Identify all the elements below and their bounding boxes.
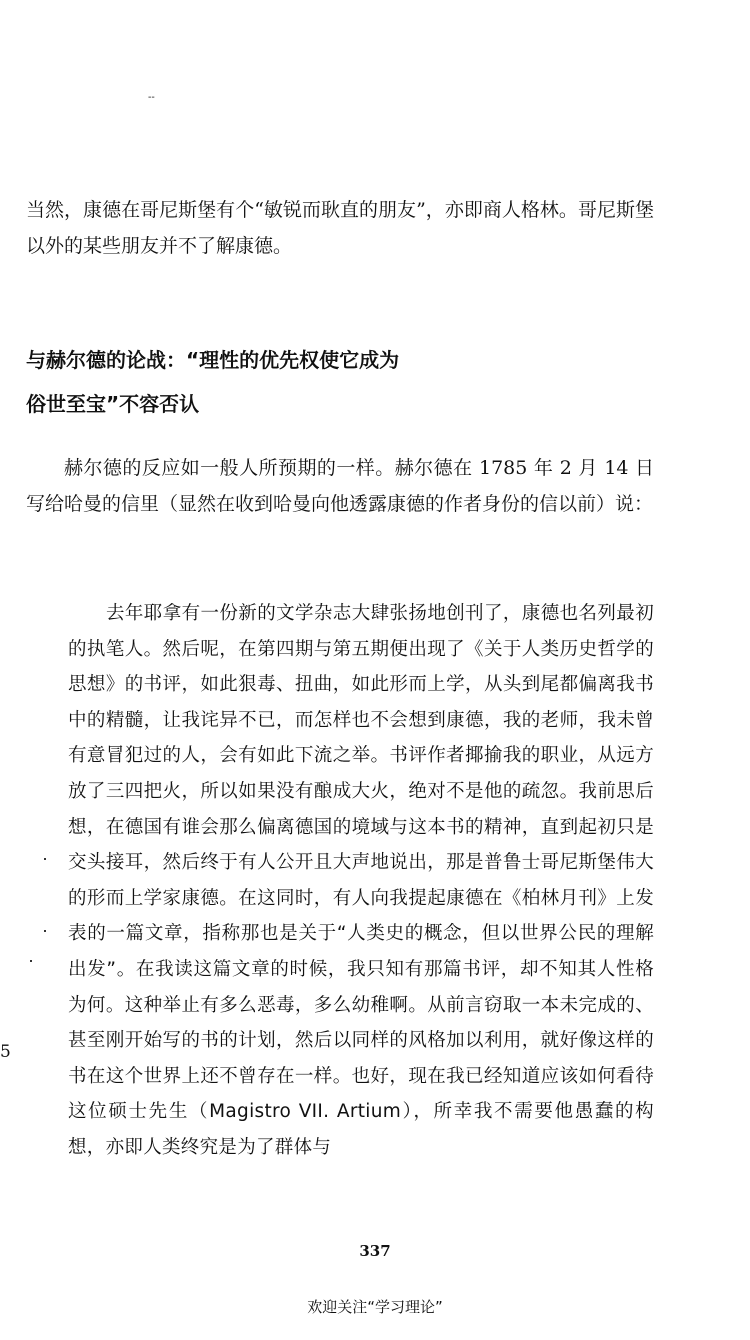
scan-speck [30,960,32,962]
block-quote-herder-letter: 去年耶拿有一份新的文学杂志大肆张扬地创刊了，康德也名列最初的执笔人。然后呢，在第四期与第五期便出现了《关于人类历史哲学的思想》的书评，如此狠毒、扭曲，如此形而上学，从头到尾都偏离我书中的精髓，让我诧异不已，而怎样也不会想到康德，我的老师，我未曾有意冒犯过的人，会有如此下流之举。书评作者揶揄我的职业，从远方放了三四把火，所以如果没有酿成大火，绝对不是他的疏忽。我前思后想，在德国有谁会那么偏离德国的境域与这本书的精神，直到起初只是交头接耳，然后终于有人公开且大声地说出，那是普鲁士哥尼斯堡伟大的形而上学家康德。在这同时，有人向我提起康德在《柏林月刊》上发表的一篇文章，指称那也是关于“人类史的概念，但以世界公民的理解出发”。在我读这篇文章的时候，我只知有那篇书评，却不知其人性格为何。这种举止有多么恶毒，多么幼稚啊。从前言窃取一本未完成的、甚至刚开始写的书的计划，然后以同样的风格加以利用，就好像这样的书在这个世界上还不曾存在一样。也好，现在我已经知道应该如何看待这位硕士先生（Magistro VII. Artium），所幸我不需要他愚蠢的构想，亦即人类终究是为了群体与 [68,603,654,1158]
footer-text: 欢迎关注“学习理论” [307,1298,443,1316]
page-number: 337 [359,1242,391,1260]
paragraph-intro: 当然，康德在哥尼斯堡有个“敏锐而耿直的朋友”，亦即商人格林。哥尼斯堡以外的某些朋友并不了解康德。 [26,199,654,257]
paragraph-herder-reaction: 赫尔德的反应如一般人所预期的一样。赫尔德在 1785 年 2 月 14 日写给哈曼的信里（显然在收到哈曼向他透露康德的作者身份的信以前）说： [26,457,654,515]
top-margin-mark: -- [148,92,155,103]
section-heading-line-1: 与赫尔德的论战：“理性的优先权使它成为 [26,348,400,372]
section-heading-line-2: 俗世至宝”不容否认 [26,392,200,416]
section-heading [26,338,666,426]
margin-digit: 5 [0,1042,11,1062]
scan-speck [44,858,46,860]
scan-speck [44,930,46,932]
